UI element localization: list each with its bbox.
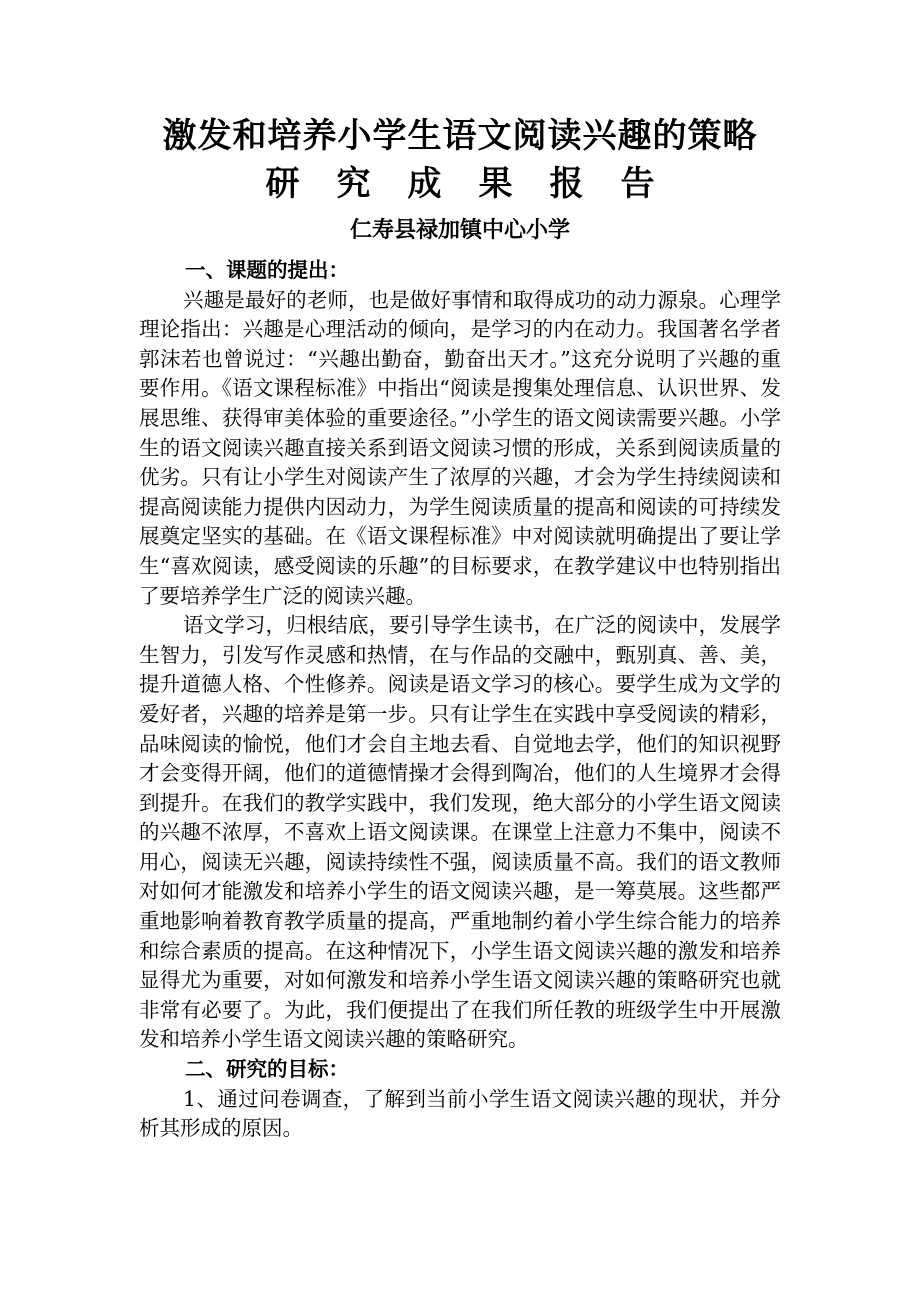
document-subtitle: 研究成果报告 [265, 164, 692, 204]
body-paragraph: 1、通过问卷调查，了解到当前小学生语文阅读兴趣的现状，并分析其形成的原因。 [139, 1086, 781, 1141]
section-proposal [139, 256, 781, 1055]
section-goals [139, 1055, 781, 1144]
section-heading: 二、研究的目标： [185, 1057, 349, 1082]
body-paragraph: 兴趣是最好的老师，也是做好事情和取得成功的动力源泉。心理学理论指出：兴趣是心理活动的倾向，是学习的内在动力。我国著名学者郭沫若也曾说过：“兴趣出勤奋，勤奋出天才。”这充分说明了兴趣的重要作用。《语文课程标准》中指出“阅读是搜集处理信息、认识世界、发展思维、获得审美体验的重要途径。”小学生的语文阅读需要兴趣。小学生的语文阅读兴趣直接关系到语文阅读习惯的形成，关系到阅读质量的优劣。只有让小学生对阅读产生了浓厚的兴趣，才会为学生持续阅读和提高阅读能力提供内因动力，为学生阅读质量的提高和阅读的可持续发展奠定坚实的基础。在《语文课程标准》中对阅读就明确提出了要让学生“喜欢阅读，感受阅读的乐趣”的目标要求，在教学建议中也特别指出了要培养学生广泛的阅读兴趣。 [139, 287, 781, 608]
document-body [139, 256, 781, 1144]
section-heading: 一、课题的提出： [185, 258, 349, 282]
body-paragraph: 语文学习，归根结底，要引导学生读书，在广泛的阅读中，发展学生智力，引发写作灵感和热情，在与作品的交融中，甄别真、善、美，提升道德人格、个性修养。阅读是语文学习的核心。要学生成为文学的爱好者，兴趣的培养是第一步。只有让学生在实践中享受阅读的精彩，品味阅读的愉悦，他们才会自主地去看、自觉地去学，他们的知识视野才会变得开阔，他们的道德情操才会得到陶冶，他们的人生境界才会得到提升。在我们的教学实践中，我们发现，绝大部分的小学生语文阅读的兴趣不浓厚，不喜欢上语文阅读课。在课堂上注意力不集中，阅读不用心，阅读无兴趣，阅读持续性不强，阅读质量不高。我们的语文教师对如何才能激发和培养小学生的语文阅读兴趣，是一筹莫展。这些都严重地影响着教育教学质量的提高，严重地制约着小学生综合能力的培养和综合素质的提高。在这种情况下，小学生语文阅读兴趣的激发和培养显得尤为重要，对如何激发和培养小学生语文阅读兴趣的策略研究也就非常有必要了。为此，我们便提出了在我们所任教的班级学生中开展激发和培养小学生语文阅读兴趣的策略研究。 [139, 613, 781, 1052]
document-title: 激发和培养小学生语文阅读兴趣的策略 [162, 116, 758, 156]
school-name: 仁寿县禄加镇中心小学 [349, 218, 570, 243]
